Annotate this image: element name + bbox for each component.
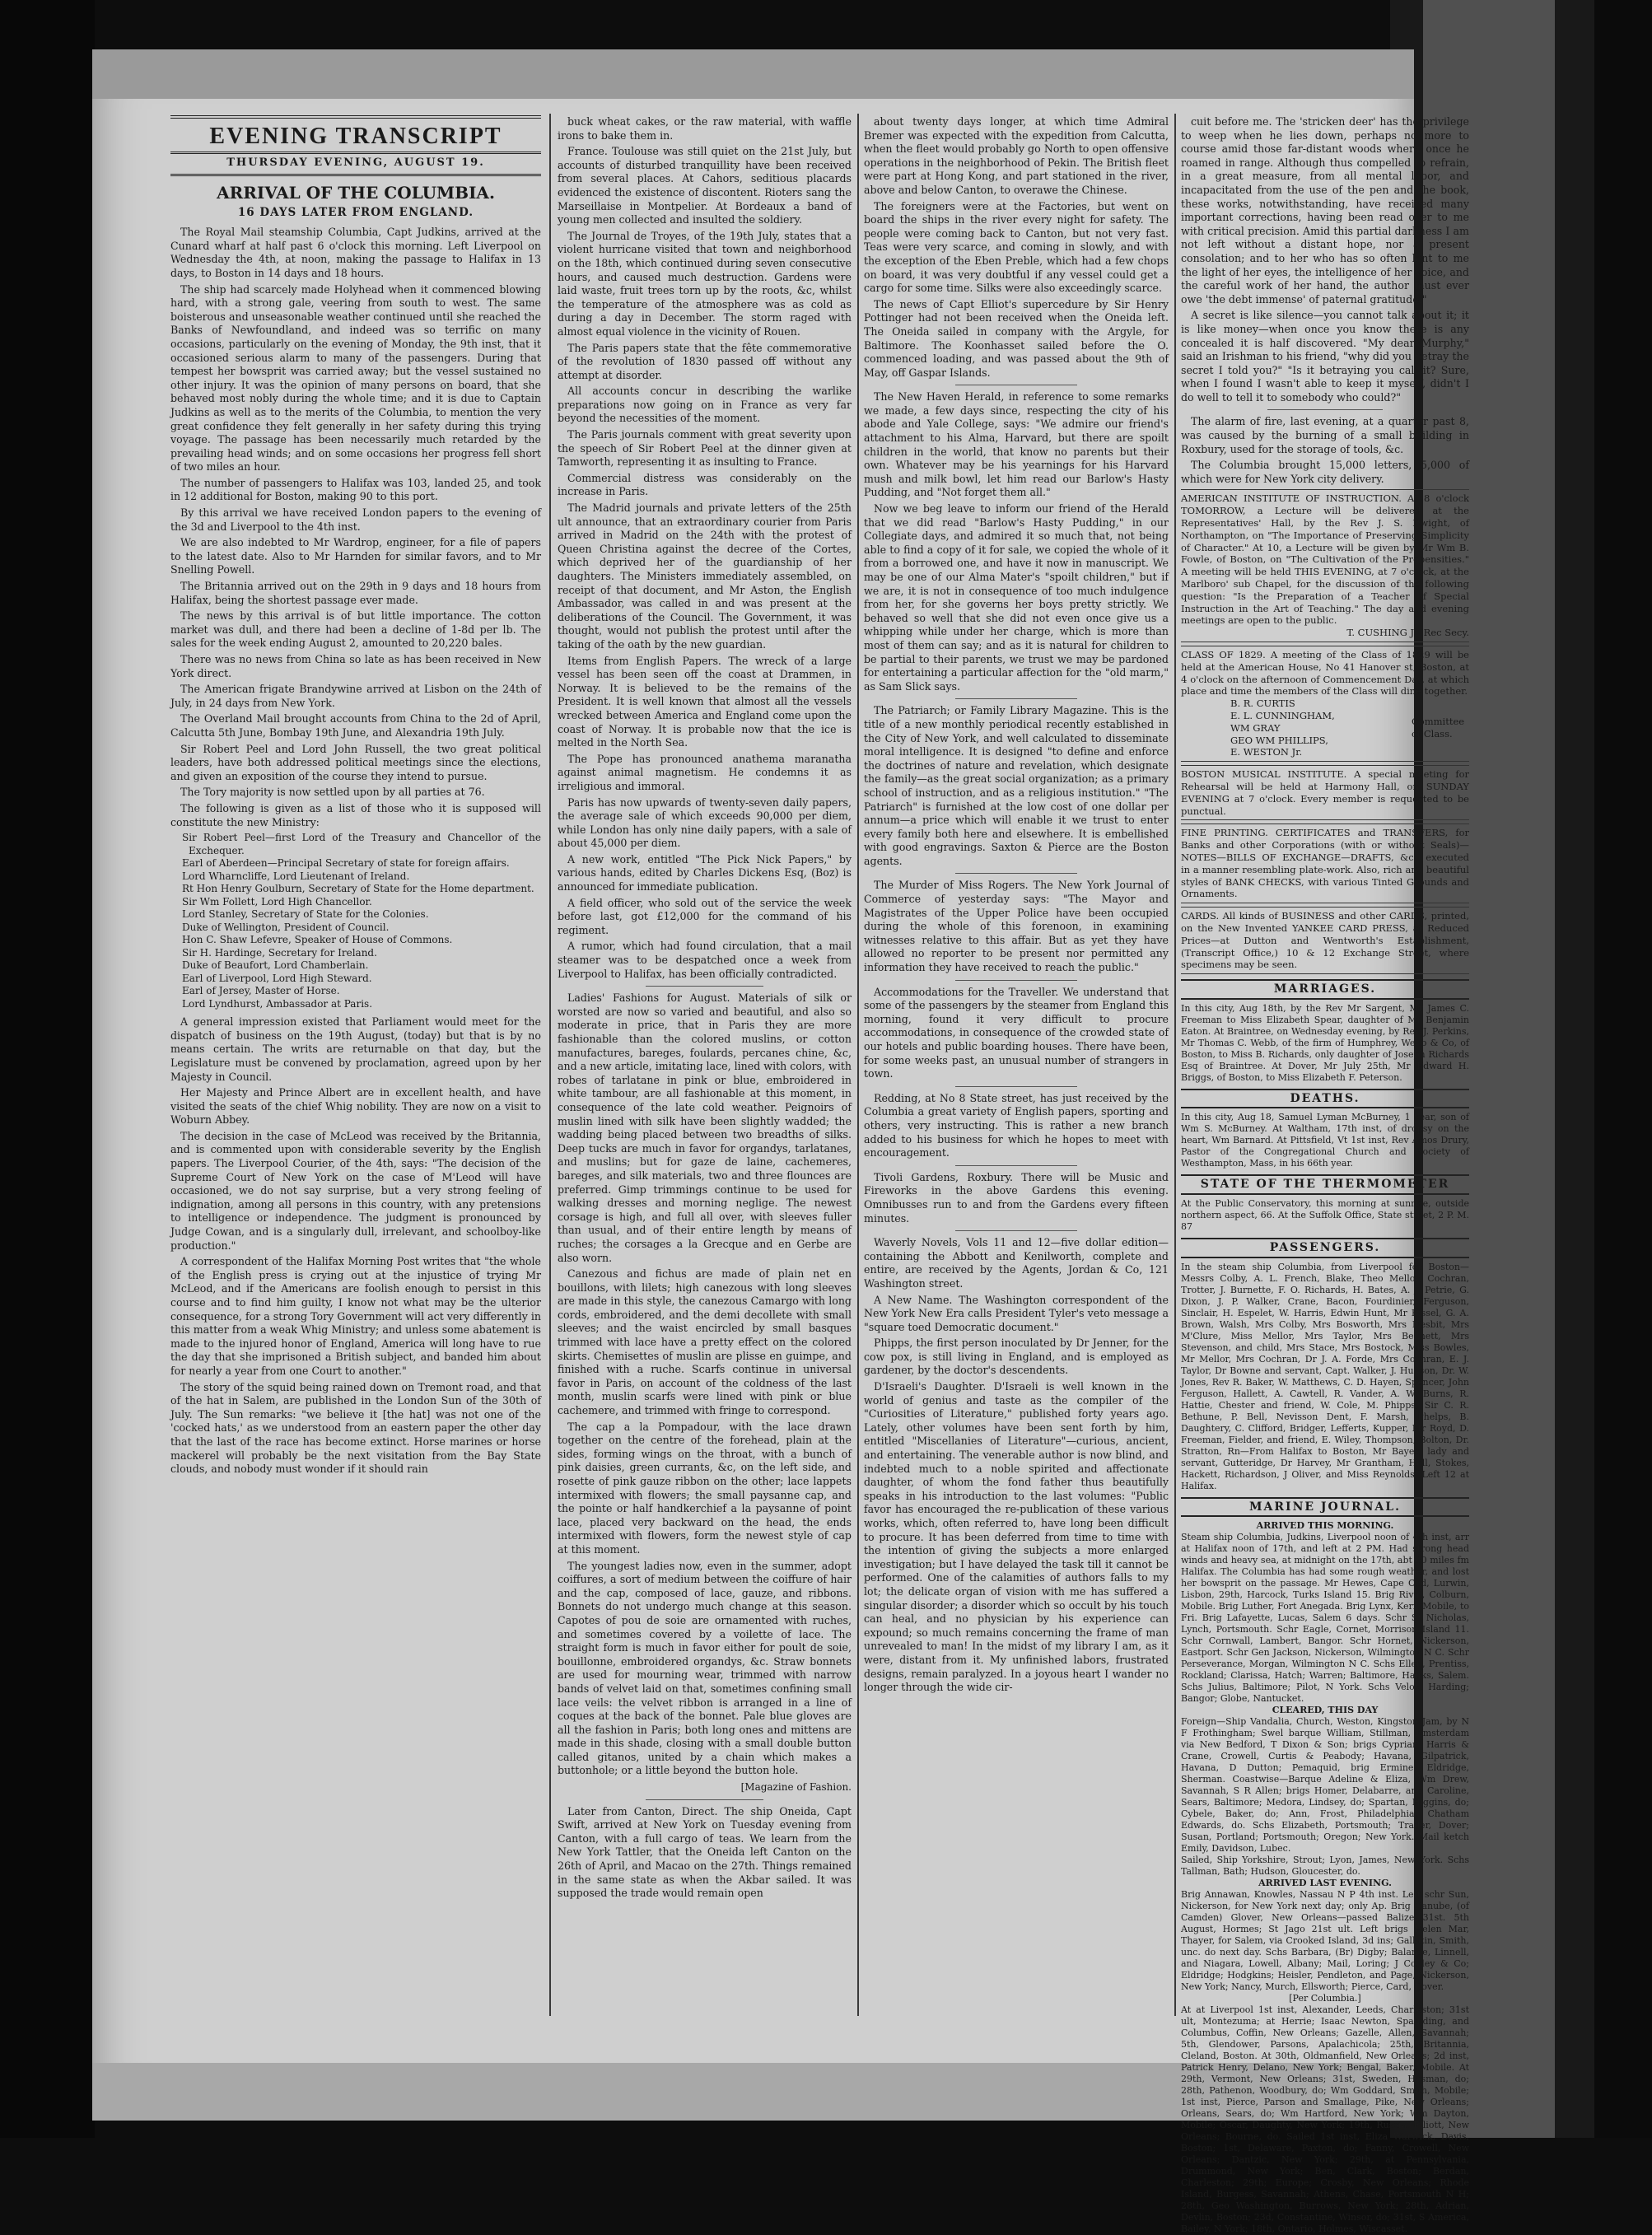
- article-paragraph: A secret is like silence—you cannot talk about it; it is like money—when once you know there is any concealed it is half discovered. "My dear Murphy," said an Irishman to his friend, "why did you betray the secret I told you?" "Is it betraying you call it? Sure, when I found I wasn't able to keep it myself, didn't I do well to tell it to somebody who could?": [1181, 309, 1469, 404]
- article-paragraph: Accommodations for the Traveller. We understand that some of the passengers by the steamer from England this morning, found it very difficult to procure accommodations, in consequence of the crowded state of our hotels and public boarding houses. There have been, for some weeks past, an unusual number of strangers in town.: [864, 985, 1169, 1080]
- ministry-item: Sir Robert Peel—first Lord of the Treasury and Chancellor of the Exchequer.: [182, 832, 541, 856]
- divider: [1267, 409, 1383, 410]
- notice-american-institute: [1181, 489, 1469, 642]
- newspaper-page: [92, 49, 1469, 2235]
- thermometer-heading: STATE OF THE THERMOMETER: [1181, 1174, 1469, 1195]
- article-paragraph: The Paris papers state that the fête commemorative of the revolution of 1830 passed off without any attempt at disorder.: [558, 341, 852, 381]
- masthead: EVENING TRANSCRIPT: [170, 115, 541, 154]
- column-rule: [857, 114, 859, 2016]
- article-paragraph: Sir Robert Peel and Lord John Russell, the two great political leaders, have both addressed political meetings since the elections, and given an exposition of the course they intend to pursue.: [170, 742, 541, 782]
- arrived-text: Steam ship Columbia, Judkins, Liverpool noon of 4th inst, arr at Halifax noon of 17th, and left at 2 PM. Had strong head winds and heavy sea, at midnight on the 17th, abt 60 miles fm Halifax. The Columbia has had some rough weather, and lost her bowsprit on the passage. Mr Hewes, Cape Cod, Lurwin, Lisbon, 29th, Harcock, Turks Island 15. Brig Rival, Colburn, Mobile. Brig Luther, Fort Anegada. Brig Lynx, Kerr, Mobile, to Fri. Brig Lafayette, Lucas, Salem 6 days. Schr St Nicholas, Lynch, Portsmouth. Schr Eagle, Cornet, Morrison Island 11. Schr Cornwall, Lambert, Bangor. Schr Hornet, Nickerson, Eastport. Schr Gen Jackson, Nickerson, Wilmington N C. Schr Perseverance, Morgan, Wilmington N C. Schs Ellen, Prentiss, Rockland; Clarissa, Hatch; Warren; Baltimore, Hanks, Salem. Schs Julius, Baltimore; Pilot, N York. Schs Velox, Harding; Bangor; Globe, Nantucket.: [1181, 1532, 1469, 1705]
- committee-name: B. R. CURTIS: [1230, 698, 1295, 710]
- notice-text: CLASS OF 1829. A meeting of the Class of 1829 will be held at the American House, No 41 Hanover st, Boston, at 4 o'clock on the afternoon of Commencement Day, at which place and time the members of the Class will dine together.: [1181, 649, 1469, 698]
- ministry-item: Lord Lyndhurst, Ambassador at Paris.: [182, 997, 373, 1010]
- passengers-heading: PASSENGERS.: [1181, 1238, 1469, 1258]
- source-credit: [Magazine of Fashion.: [740, 1781, 852, 1794]
- committee-label: Committee of Class.: [1412, 716, 1465, 740]
- per-columbia-heading: [Per Columbia.]: [1289, 1993, 1361, 2004]
- divider: [646, 986, 763, 987]
- article-paragraph: There was no news from China so late as has been received in New York direct.: [170, 653, 541, 679]
- cleared-heading: CLEARED, THIS DAY: [1272, 1705, 1379, 1716]
- article-paragraph: A new work, entitled "The Pick Nick Papers," by various hands, edited by Charles Dickens Esq, (Boz) is announced for immediate publication.: [558, 852, 852, 894]
- article-paragraph: A New Name. The Washington correspondent of the New York New Era calls President Tyler's veto message a "square toed Democratic document.": [864, 1293, 1169, 1333]
- article-paragraph: The Madrid journals and private letters of the 25th ult announce, that an extraordinary courier from Paris arrived in Madrid on the 24th with the protest of Queen Christina against the decree of the Cortes, which deprived her of the guardianship of her daughters. The Ministers immediately assembled, on receipt of that document, and Mr Aston, the English Ambassador, was called in and was present at the deliberations of the Council. The Government, it was thought, would not publish the protest until after the taking of the oath by the new guardian.: [558, 502, 852, 651]
- article-paragraph: Waverly Novels, Vols 11 and 12—five dollar edition—containing the Abbott and Kenilworth, complete and entire, are received by the Agents, Jordan & Co, 121 Washington street.: [864, 1236, 1169, 1290]
- divider: [955, 698, 1077, 699]
- article-paragraph: The ship had scarcely made Holyhead when it commenced blowing hard, with a strong gale, veering from south to west. The same boisterous and unseasonable weather continued until she reached the Banks of Newfoundland, and indeed was so terrific on many occasions, particularly on the evening of Monday, the 9th inst, that it occasioned serious alarm to many of the passengers. During that tempest her bowsprit was carried away; but the vessel sustained no other injury. It was the opinion of many persons on board, that she behaved most nobly during the whole time; and it is due to Captain Judkins as well as to the merits of the Columbia, to mention the very great confidence they felt generally in her safety during this trying voyage. The passage has been necessarily much retarded by the prevailing head winds; and on some occasions her progress fell short of two miles an hour.: [170, 282, 541, 474]
- divider: [955, 873, 1077, 874]
- ministry-item: Sir Wm Follett, Lord High Chancellor.: [182, 895, 372, 908]
- deaths-heading: DEATHS.: [1181, 1089, 1469, 1109]
- notice-class-1829: [1181, 646, 1469, 762]
- article-paragraph: The Pope has pronounced anathema maranatha against animal magnetism. He condemns it as irreligious and immoral.: [558, 752, 852, 792]
- ministry-item: Hon C. Shaw Lefevre, Speaker of House of Commons.: [182, 934, 453, 946]
- film-border-left: [0, 0, 95, 2138]
- committee-name: WM GRAY: [1230, 721, 1281, 734]
- article-paragraph: about twenty days longer, at which time Admiral Bremer was expected with the expedition from Calcutta, when the fleet would probably go North to open offensive operations in the neighborhood of Pekin. The British fleet were part at Hong Kong, and part stationed in the river, above and below Canton, to overawe the Chinese.: [864, 115, 1169, 196]
- article-paragraph: The youngest ladies now, even in the summer, adopt coiffures, a sort of medium between the coiffure of hair and the cap, composed of lace, gauze, and ribbons. Bonnets do not undergo much change at this season. Capotes of pou de soie are ornamented with ruches, and sometimes covered by a voilette of lace. The straight form is much in favor either for poult de soie, bouillonne, embroidered organdys, &c. Straw bonnets are used for mourning wear, trimmed with narrow bands of velvet laid on that, sometimes confining small lace veils: the velvet ribbon is arranged in a line of coques at the back of the bonnet. Pale blue gloves are all the fashion in Paris; both long ones and mittens are made in this shade, closing with a small double button called gitanos, united by a chain which makes a buttonhole; or a little beyond the button hole.: [558, 1559, 852, 1777]
- passengers-text: In the steam ship Columbia, from Liverpool for Boston—Messrs Colby, A. L. French, Blake, Theo Mellor, Cochran, Trotter, J. Burnette, F. O. Richards, H. Bates, A. J. Petrie, G. Dixon, J. P. Walker, Crane, Bacon, Fourdinier, Ferguson, Sinclair, H. Espelet, W. Harris, Edwin Hunt, Mr Kissel, G. A. Brown, Walsh, Mrs Colby, Mrs Bosworth, Mrs Nesbit, Mrs M'Clure, Miss Mellor, Mrs Taylor, Mrs Bennett, Mrs Stevenson, and child, Mrs Stace, Mrs Bostock, Miss Bowles, Mr Mellor, Mrs Cochran, Dr J. A. Forde, Mrs Cochran, E. J. Taylor, Dr Bowne and servant, Capt. Walker, J. Hudson, Dr. W. Jones, Rev R. Baker, W. Matthews, C. D. Hayen, Spencer, John Ferguson, Hallett, A. Cawtell, R. Vander, A. W. Burns, R. Hattie, Chester and friend, W. Cole, M. Phipps, Sir C. R. Bethune, P. Bell, Nevisson Dent, F. Marsh, Phelps, B. Daughtery, C. Clifford, Bridger, Lefferts, Kupper, Mr Royd, D. Freeman, Fielder, and friend, E. Wiley, Thompson, Bolton, Dr. Stratton, Rn—From Halifax to Boston, Mr Bayes, lady and servant, Gutteridge, Dr Harvey, Mr Grantham, Hall, Stokes, Hackett, Richardson, J Oliver, and Miss Reynolds. Left 12 at Halifax.: [1181, 1261, 1469, 1491]
- article-paragraph: Ladies' Fashions for August. Materials of silk or worsted are now so varied and beautiful, and also so moderate in price, that in Paris they are more fashionable than the colored muslins, or cotton manufactures, bareges, foulards, percanes chine, &c, and a new article, imitating lace, lined with colors, with robes of tarlatane in pink or blue, embroidered in white tambour, are all fashionable at this moment, in consequence of the late cold weather. Peignoirs of muslin lined with silk have been slightly wadded; the wadding being placed between two breadths of silks. Deep tucks are much in favor for organdys, tarlatanes, and muslins; but for gaze de laine, cachemeres, bareges, and silk materials, two and three flounces are preferred. Gimp trimmings continue to be used for walking dresses and morning neglige. The newest corsage is high, and full all over, with sleeves fuller than usual, and of their entire length by means of ruches; the corsages a la Grecque and en Gerbe are also worn.: [558, 992, 852, 1264]
- column-1: [170, 115, 541, 2018]
- article-paragraph: Items from English Papers. The wreck of a large vessel has been seen off the coast at Drammen, in Norway. It is believed to be the remains of the President. It is well known that almost all the vessels wrecked between America and England come upon the coast of Norway. It is probable now that the ice is melted in the North Sea.: [558, 654, 852, 749]
- article-paragraph: The Royal Mail steamship Columbia, Capt Judkins, arrived at the Cunard wharf at half past 6 o'clock this morning. Left Liverpool on Wednesday the 4th, at noon, making the passage to Halifax in 13 days, to Boston in 14 days and 18 hours.: [170, 226, 541, 279]
- arrived-last-text: Brig Annawan, Knowles, Nassau N P 4th inst. Left schr Sun, Nickerson, for New York next day; only Ap. Brig Danube, (of Camden) Glover, New Orleans—passed Balize 31st. 5th August, Hormes; St Jago 21st ult. Left brigs Helen Mar, Thayer, for Salem, via Crooked Island, 3d ins; Gallatin, Smith, unc. do next day. Schs Barbara, (Br) Digby; Balance, Linnell, and Niagara, Lowell, Albany; Mail, Loring; J Cooley & Co; Eldridge; Hodgkins; Heisler, Pendleton, and Page, Nickerson, New York; Nancy, Murch, Ellsworth; Pierce, Card, Dover.: [1181, 1889, 1469, 1993]
- article-paragraph: A correspondent of the Halifax Morning Post writes that "the whole of the English press is crying out at the injustice of trying Mr McLeod, and if the Americans are foolish enough to persist in this course and to find him guilty, I know not what may be the ulterior consequence, for a strong Tory Government will act very differently in this matter from a weak Whig Ministry; and unless some abatement is made to the injured honor of England, America will long have to rue the day that she imprisoned a British subject, and banded him about for nearly a year from one Court to another.": [170, 1255, 541, 1377]
- article-paragraph: Redding, at No 8 State street, has just received by the Columbia a great variety of English papers, sporting and others, very instructing. This is rather a new branch added to his business for which he hopes to meet with encouragement.: [864, 1091, 1169, 1159]
- ministry-item: Earl of Aberdeen—Principal Secretary of state for foreign affairs.: [182, 857, 510, 870]
- article-paragraph: A rumor, which had found circulation, that a mail steamer was to be despatched once a week from Liverpool to Halifax, has been officially contradicted.: [558, 940, 852, 980]
- article-paragraph: The Paris journals comment with great severity upon the speech of Sir Robert Peel at the dinner given at Tamworth, representing it as insulting to France.: [558, 428, 852, 469]
- film-border-right: [1594, 0, 1652, 2138]
- notice-fine-printing: FINE PRINTING. CERTIFICATES and TRANSFERS, for Banks and other Corporations (with or without Seals)—NOTES—BILLS OF EXCHANGE—DRAFTS, &c., executed in a manner resembling plate-work. Also, rich and beautiful styles of BANK CHECKS, with various Tinted Grounds and Ornaments.: [1181, 824, 1469, 903]
- article-paragraph: All accounts concur in describing the warlike preparations now going on in France as very far beyond the necessities of the moment.: [558, 385, 852, 425]
- notice-cards: CARDS. All kinds of BUSINESS and other CARDS, printed, on the New Invented YANKEE CARD PRESS, at Reduced Prices—at Dutton and Wentworth's Establishment, (Transcript Office,) 10 & 12 Exchange Street, where specimens may be seen.: [1181, 907, 1469, 974]
- article-paragraph: The decision in the case of McLeod was received by the Britannia, and is commented upon with considerable severity by the English papers. The Liverpool Courier, of the 4th, says: "The decision of the Supreme Court of New York on the case of M'Leod will have occasioned, we do not say surprise, but a very strong feeling of indignation, among all persons in this country, with any pretensions to intelligence or independence. The judgment is pronounced by Judge Cowan, and is a singularly dull, irrelevant, and schoolboy-like production.": [170, 1129, 541, 1252]
- divider: [955, 980, 1077, 981]
- article-paragraph: A general impression existed that Parliament would meet for the dispatch of business on the 19th August, (today) but that is by no means certain. The writs are returnable on that day, but the Legislature must be convened by proclamation, agreed upon by her Majesty in Council.: [170, 1015, 541, 1083]
- headline: ARRIVAL OF THE COLUMBIA.: [217, 182, 495, 203]
- ministry-item: Duke of Wellington, President of Council.: [182, 921, 390, 933]
- article-paragraph: The Murder of Miss Rogers. The New York Journal of Commerce of yesterday says: "The Mayor and Magistrates of the Upper Police have been occupied during the whole of this forenoon, in examining witnesses relative to this affair. But as yet they have allowed no reporter to be present nor permitted any information they have received to reach the public.": [864, 879, 1169, 974]
- article-paragraph: The New Haven Herald, in reference to some remarks we made, a few days since, respecting the city of his abode and Yale College, says: "We admire our friend's attachment to his Alma, Harvard, but there are spoilt children in the world, that know no parents but their own. Whatever may be his yearnings for his Harvard mush and milk bowl, let him read our Barlow's Hasty Pudding, and "Not forget them all.": [864, 390, 1169, 499]
- article-paragraph: Tivoli Gardens, Roxbury. There will be Music and Fireworks in the above Gardens this evening. Omnibusses run to and from the Gardens every fifteen minutes.: [864, 1170, 1169, 1225]
- ministry-item: Sir H. Hardinge, Secretary for Ireland.: [182, 946, 377, 959]
- article-paragraph: The following is given as a list of those who it is supposed will constitute the new Ministry:: [170, 801, 541, 828]
- marriages-heading: MARRIAGES.: [1181, 979, 1469, 1000]
- article-paragraph: The alarm of fire, last evening, at a quarter past 8, was caused by the burning of a small building in Roxbury, used for the storage of tools, &c.: [1181, 415, 1469, 455]
- article-paragraph: Now we beg leave to inform our friend of the Herald that we did read "Barlow's Hasty Pudding," in our Collegiate days, and admired it so much that, not being able to find a copy of it for sale, we copied the whole of it from a borrowed one, and have it now in manuscript. We may be one of our Alma Mater's "spoilt children," but if we are, it is not in consequence of too much indulgence from her, for she governs her boys pretty strictly. We behaved so well that she did not even once give us a whipping while under her charge, which is more than most of them can say; and as it is natural for children to be partial to their parents, we trust we may be pardoned for entertaining a particular affection for the "old marm," as Sam Slick says.: [864, 502, 1169, 693]
- ministry-item: Earl of Liverpool, Lord High Steward.: [182, 972, 372, 984]
- article-paragraph: Later from Canton, Direct. The ship Oneida, Capt Swift, arrived at New York on Tuesday evening from Canton, with a full cargo of teas. We learn from the New York Tattler, that the Oneida left Canton on the 26th of April, and Macao on the 27th. Things remained in the same state as when the Akbar sailed. It was supposed the trade would remain open: [558, 1804, 852, 1900]
- arrived-heading: ARRIVED THIS MORNING.: [1256, 1520, 1394, 1532]
- article-paragraph: buck wheat cakes, or the raw material, with waffle irons to bake them in.: [558, 115, 852, 142]
- committee-name: E. L. CUNNINGHAM,: [1230, 709, 1335, 721]
- page-top-margin: [92, 49, 1414, 99]
- dateline: THURSDAY EVENING, AUGUST 19.: [170, 154, 541, 176]
- thermometer-text: At the Public Conservatory, this morning at sunrise, outside northern aspect, 66. At the Suffolk Office, State street, 2 P. M. 87: [1181, 1197, 1469, 1232]
- divider: [955, 1230, 1077, 1231]
- article-paragraph: The Overland Mail brought accounts from China to the 2d of April, Calcutta 5th June, Bombay 19th June, and Alexandria 19th July.: [170, 712, 541, 739]
- committee-name: GEO WM PHILLIPS,: [1230, 734, 1328, 746]
- article-paragraph: The Patriarch; or Family Library Magazine. This is the title of a new monthly periodical recently established in the City of New York, and well calculated to disseminate moral intelligence. It is designed "to define and enforce the doctrines of nature and revelation, which designate the family—as the great social organization; as a primary school of instruction, and as a religious institution." "The Patriarch" is furnished at the low cost of one dollar per annum—a price which will enable it we trust to enter every family both here and elsewhere. It is embellished with good engravings. Saxton & Pierce are the Boston agents.: [864, 704, 1169, 867]
- ministry-list: [170, 832, 541, 1010]
- sailed-text: Sailed, Ship Yorkshire, Strout; Lyon, James, New York. Schs Tallman, Bath; Hudson, Gloucester, do.: [1181, 1855, 1469, 1878]
- article-paragraph: By this arrival we have received London papers to the evening of the 3d and Liverpool to the 4th inst.: [170, 506, 541, 533]
- article-paragraph: The Journal de Troyes, of the 19th July, states that a violent hurricane visited that town and neighborhood on the 18th, which continued during seven consecutive hours, and caused much destruction. Gardens were laid waste, fruit trees torn up by the roots, &c, whilst the temperature of the atmosphere was as cold as during a day in December. The storm raged with almost equal violence in the vicinity of Rouen.: [558, 229, 852, 338]
- ministry-item: Rt Hon Henry Goulburn, Secretary of State for the Home department.: [182, 883, 534, 895]
- arrived-last-heading: ARRIVED LAST EVENING.: [1258, 1878, 1392, 1889]
- article-paragraph: Phipps, the first person inoculated by Dr Jenner, for the cow pox, is still living in England, and is employed as gardener, by the doctor's descendents.: [864, 1337, 1169, 1377]
- ministry-item: Lord Wharncliffe, Lord Lieutenant of Ireland.: [182, 870, 410, 882]
- article-paragraph: The American frigate Brandywine arrived at Lisbon on the 24th of July, in 24 days from New York.: [170, 683, 541, 709]
- subhead: 16 DAYS LATER FROM ENGLAND.: [237, 205, 474, 219]
- ministry-item: Earl of Jersey, Master of Horse.: [182, 985, 340, 997]
- article-paragraph: France. Toulouse was still quiet on the 21st July, but accounts of disturbed tranquillity have been received from several places. At Cahors, seditious placards evidenced the existence of discontent. Rioters sang the Marseillaise in Montpelier. At Bordeaux a band of young men collected and insulted the soldiery.: [558, 145, 852, 226]
- ministry-item: Duke of Beaufort, Lord Chamberlain.: [182, 959, 369, 972]
- divider: [955, 1086, 1077, 1087]
- column-4: [1181, 115, 1469, 2235]
- divider: [955, 1165, 1077, 1166]
- article-paragraph: D'Israeli's Daughter. D'Israeli is well known in the world of genius and taste as the compiler of the "Curiosities of Literature," published forty years ago. Lately, other volumes have been sent forth by him, entitled "Miscellanies of Literature"—curious, ancient, and entertaining. The venerable author is now blind, and indebted much to a noble spirited and affectionate daughter, of whom the fond father thus beautifully speaks in his introduction to the last volumes: "Public favor has encouraged the re-publication of these various works, which, often referred to, have long been difficult to procure. It has been deferred from time to time with the intention of giving the subjects a more enlarged investigation; but I have delayed the task till it cannot be performed. One of the calamities of authors falls to my lot; the delicate organ of vision with me has suffered a singular disorder; a disorder which so occult by his touch can heal, and no physician by his experience can expound; so much remains concerning the frame of man unrevealed to man! In the midst of my library I am, as it were, distant from it. My unfinished labors, frustrated designs, remain paralyzed. In a joyous heart I wander no longer through the wide cir-: [864, 1380, 1169, 1694]
- column-2: [558, 115, 852, 2018]
- notice-signature: T. CUSHING Jr, Rec Secy.: [1346, 627, 1469, 639]
- marine-journal-heading: MARINE JOURNAL.: [1181, 1497, 1469, 1518]
- article-paragraph: The number of passengers to Halifax was 103, landed 25, and took in 12 additional for Boston, making 90 to this port.: [170, 476, 541, 503]
- notice-musical-institute: BOSTON MUSICAL INSTITUTE. A special meeting for Rehearsal will be held at Harmony Hall, on SUNDAY EVENING at 7 o'clock. Every member is requested to be punctual.: [1181, 765, 1469, 820]
- article-paragraph: The news of Capt Elliot's supercedure by Sir Henry Pottinger had not been received when the Oneida left. The Oneida sailed in company with the Argyle, for Baltimore. The Koonhasset sailed before the O. commenced loading, and was passed about the 9th of May, off Gaspar Islands.: [864, 297, 1169, 379]
- marriages-text: In this city, Aug 18th, by the Rev Mr Sargent, Mr James C. Freeman to Miss Elizabeth Spear, daughter of Mr Benjamin Eaton. At Braintree, on Wednesday evening, by Rev J. Perkins, Mr Thomas C. Webb, of the firm of Humphrey, Webb & Co, of Boston, to Miss B. Richards, only daughter of Joseph Richards Esq of Braintree. At Dover, Mr July 25th, Mr Edward H. Briggs, of Boston, to Miss Elizabeth F. Peterson.: [1181, 1002, 1469, 1083]
- article-paragraph: The story of the squid being rained down on Tremont road, and that of the hat in Salem, are published in the London Sun of the 30th of July. The Sun remarks: "we believe it [the hat] was not one of the 'cocked hats,' as we understood from an eastern paper the other day that the last of the race has become extinct. Horse marines or horse mackerel will probably be the next visitation from the Bay State clouds, and nobody must wonder if it should rain: [170, 1380, 541, 1476]
- deaths-text: In this city, Aug 18, Samuel Lyman McBurney, 1 year, son of Wm S. McBurney. At Waltham, 17th inst, of dropsy on the heart, Wm Barnard. At Pittsfield, Vt 1st inst, Rev Amos Drury, Pastor of the Congregational Church and Society of Westhampton, Mass, in his 66th year.: [1181, 1112, 1469, 1169]
- column-rule: [1174, 114, 1176, 2016]
- article-paragraph: Canezous and fichus are made of plain net en bouillons, with lilets; high canezous with long sleeves are made in this style, the canezous Camargo with long cords, embroidered, and the demi decollete with small sleeves; and the waist encircled by small basques trimmed with lace have a pretty effect on the colored skirts. Chemisettes of muslin are plisse en guimpe, and finished with a ruche. Scarfs continue in universal favor in Paris, on account of the coldness of the last month, muslin scarfs were lined with pink or blue cachemere, and trimmed with fringe to correspond.: [558, 1267, 852, 1417]
- article-paragraph: The Tory majority is now settled upon by all parties at 76.: [180, 786, 485, 799]
- article-paragraph: We are also indebted to Mr Wardrop, engineer, for a file of papers to the latest date. Also to Mr Harnden for similar favors, and to Mr Snelling Powell.: [170, 536, 541, 576]
- article-paragraph: Commercial distress was considerably on the increase in Paris.: [558, 471, 852, 498]
- article-paragraph: The Britannia arrived out on the 29th in 9 days and 18 hours from Halifax, being the shortest passage ever made.: [170, 580, 541, 606]
- column-rule: [549, 114, 551, 2016]
- divider: [646, 1799, 763, 1800]
- article-paragraph: The cap a la Pompadour, with the lace drawn together on the centre of the forehead, plain at the sides, forming wings on the throat, with a bunch of pink daisies, green currants, &c, on the left side, and rosette of pink gauze ribbon on the other; lace lappets intermixed with flowers; the small paysanne cap, and the pointe or half handkerchief a la paysanne of point lace, placed very backward on the head, the ends intermixed with flowers, form the newest style of cap at this moment.: [558, 1420, 852, 1556]
- article-paragraph: The news by this arrival is of but little importance. The cotton market was dull, and there had been a decline of 1-8d per lb. The sales for the week ending August 2, amounted to 20,220 bales.: [170, 609, 541, 650]
- per-columbia-text: At at Liverpool 1st inst, Alexander, Leeds, Charleston; 31st ult, Montezuma; at Herrie; Isaac Newton, Spaulding, and Columbus, Coffin, New Orleans; Gazelle, Allen, Savannah; 5th, Glendower, Parsons, Apalachicola; 25th, Britannia, Cleland, Boston. At 30th, Oldmanfield, New Orleans; 2d inst, Patrick Henry, Delano, New York; Bengal, Baker, Mobile. At 29th, Vermont, New Orleans; 31st, Sweden, Hosman, do; 28th, Pathenon, Woodbury, do; Wm Goddard, Smith, Mobile; 1st inst, Pierce, Parson and Smallage, Pike, New Orleans; Orleans, Sears, do; Wm Hartford, New York; Wm Dayton, Mobile; Oscar, Daughty, New York; 19th, Russia, Elliott, New Orleans; Bourne, do. Sailed 1st inst, Eliza Warwick, Davis, Boston; 1st, Delaware, Paxton, do; Fanny, Crowell, New Orleans; Dantzic, New York; 29th, at Pennsylvania, Drummond, New York; Ben, Clark, Boston; Berdan, Charleston; 29th; Europe; Crosby, New Orleans; Rhode Island, Burgess, Savannah; Athens, Chase, Portsmouth N H; 28th, Geo Washington, Burrows, New York; 28th, Adrian, Devlin, Boston; 23d, Constantine, Winsor, do; 31st, S America, Bailey, N York; 18th, Ontario, Holmes, Wiscasset.: [1181, 2004, 1469, 2235]
- ministry-item: Lord Stanley, Secretary of State for the Colonies.: [182, 908, 429, 921]
- article-paragraph: The foreigners were at the Factories, but went on board the ships in the river every night for safety. The people were coming back to Canton, but not very fast. Teas were very scarce, and coming in slowly, and with the exception of the Eben Preble, which had a few chops on board, it was very doubtful if any vessel could get a cargo for some time. Silks were also exceedingly scarce.: [864, 199, 1169, 295]
- notice-text: AMERICAN INSTITUTE OF INSTRUCTION. At 8 o'clock TOMORROW, a Lecture will be delivered at the Representatives' Hall, by the Rev J. S. Dwight, of Northampton, on "The Importance of Preserving Simplicity of Character." At 10, a Lecture will be given by Mr Wm B. Fowle, of Boston, on "The Cultivation of the Propensities." A meeting will be held THIS EVENING, at 7 o'clock, at the Marlboro' sub Chapel, for the discussion of the following question: "Is the Preparation of a Teacher of Special Instruction in the Art of Teaching." The day and evening meetings are open to the public.: [1181, 492, 1469, 627]
- article-paragraph: The Columbia brought 15,000 letters, 5,000 of which were for New York city delivery.: [1181, 459, 1469, 485]
- article-paragraph: Paris has now upwards of twenty-seven daily papers, the average sale of which exceeds 90,000 per diem, while London has only nine daily papers, with a sale of about 45,000 per diem.: [558, 796, 852, 850]
- committee-name: E. WESTON Jr.: [1230, 746, 1303, 758]
- article-paragraph: cuit before me. The 'stricken deer' has the privilege to weep when he lies down, perhaps no more to course amid those far-distant woods where once he roamed in range. Although thus compelled to refrain, in a great measure, from all mental labor, and incapacitated from the use of the pen and the book, these works, notwithstanding, have received many important corrections, having been read over to me with critical precision. Amid this partial darkness I am not left without a distant hope, nor a present consolation; and to her who has so often lent to me the light of her eyes, the intelligence of her voice, and the careful work of her hand, the author must ever owe 'the debt immense' of paternal gratitude.": [1181, 115, 1469, 306]
- article-paragraph: Her Majesty and Prince Albert are in excellent health, and have visited the seats of the chief Whig nobility. They are now on a visit to Woburn Abbey.: [170, 1086, 541, 1127]
- cleared-text: Foreign—Ship Vandalia, Church, Weston, Kingston Jam, by N F Frothingham; Swel barque William, Stillman, Amsterdam via New Bedford, T Dixon & Son; brigs Cyprian, Harris & Crane, Crowell, Curtis & Peabody; Havana, Gilpatrick, Havana, D Dutton; Pemaquid, brig Ermine, Eldridge, Sherman. Coastwise—Barque Adeline & Eliza, Wm Drew, Savannah, S R Allen; brigs Homer, Delabarre, and Caroline, Sears, Baltimore; Medora, Lindsey, do; Spartan, Higgins, do; Cybele, Baker, do; Ann, Frost, Philadelphia; Chatham Edwards, do. Schs Elizabeth, Portsmouth; Trader, Dover; Susan, Portland; Portsmouth; Oregon; New York. Mail ketch Emily, Davidson, Lubec.: [1181, 1716, 1469, 1855]
- article-paragraph: A field officer, who sold out of the service the week before last, got £12,000 for the command of his regiment.: [558, 896, 852, 936]
- column-3: [864, 115, 1169, 2018]
